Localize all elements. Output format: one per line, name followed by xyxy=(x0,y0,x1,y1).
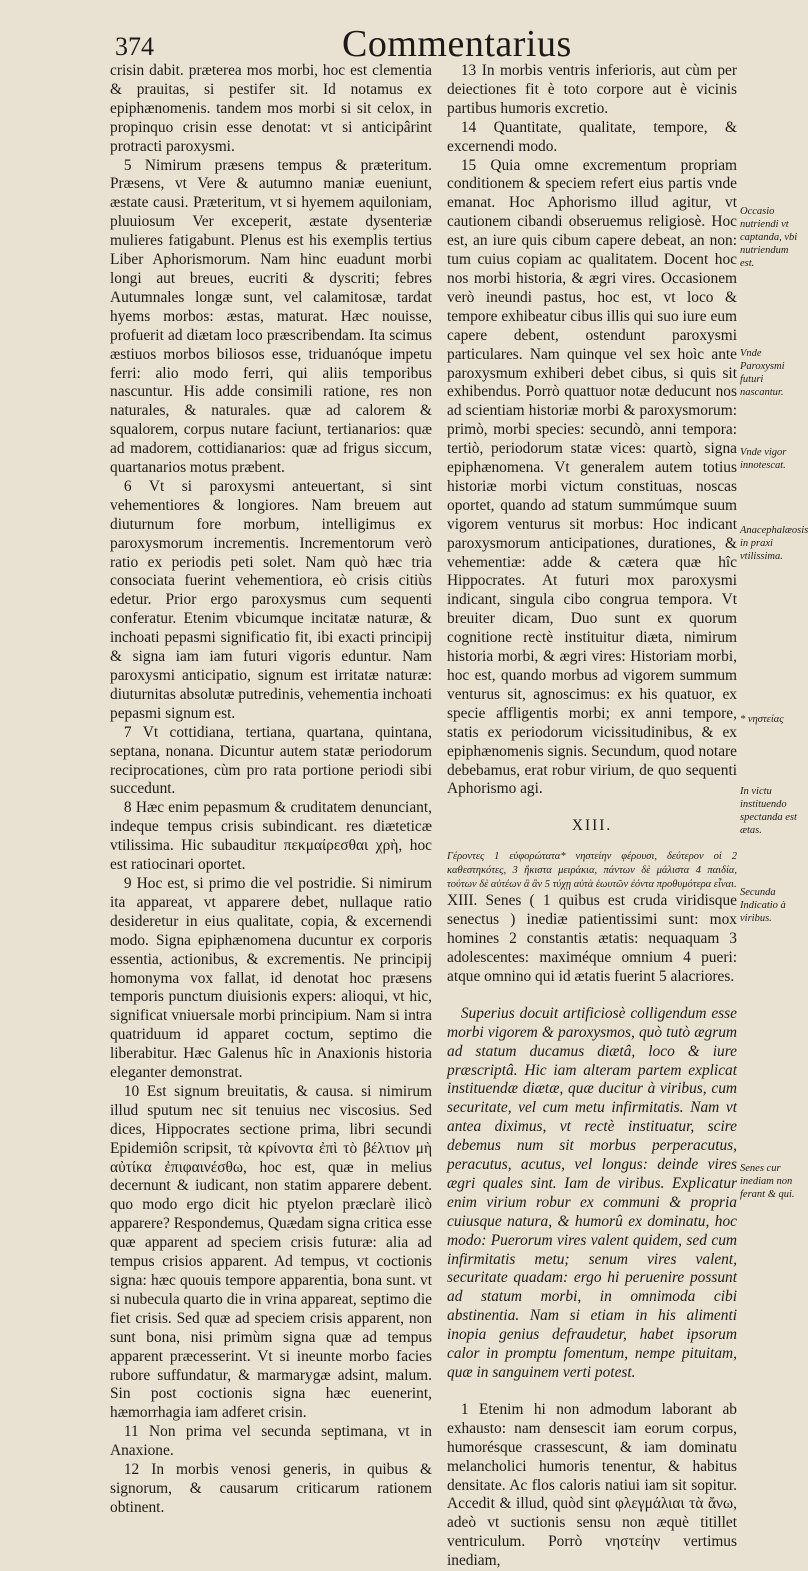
left-paragraph: crisin dabit. præterea mos morbi, hoc est clementia & prauitas, si pestifer sit. Id notamus ex epiphænomenis. tandem mos morbi si sit celox, in propinquo crisin esse denotat: vt si anticipârint protracti paroxysmi. xyxy=(110,62,432,155)
left-paragraph: 10 Est signum breuitatis, & causa. si nimirum illud sputum nec sit tenuius nec viscosius. Sed dices, Hippocrates sectione prima, libri secundi Epidemiôn scripsit, τὰ κρίνοντα ἐπὶ τὸ βέλτιον μὴ αὐτίκα ἐπιφαινέσθω, hoc est, quæ in melius decernunt & iudicant, non statim apparere debent. quo modo ergo dicit hic ptyelon præclarè ilicò apparere? Respondemus, Quædam signa critica esse quæ apparent ad speciem crisis futuræ: alia ad tempus crisios apparent. Ad tempus, vt coctionis signa: hæc quouis tempore apparentia, bona sunt. vt si nubecula quarto die in vrina appareat, septimo die fiet crisis. Sed quæ ad speciem crisis apparent, non sunt bona, nisi primùm signa quæ ad tempus apparent præcesserint. Vt si ineunte morbo facies rubore suffundatur, & marmarygæ adsint, malum. Sin post coctionis signa hæc euenerint, hæmorrhagia iam adferet crisin. xyxy=(110,1082,432,1422)
margin-note: Secunda Indicatio à viribus. xyxy=(740,887,786,924)
right-column xyxy=(447,62,737,1571)
margin-note: Senes cur inediam non ferant & qui. xyxy=(740,1163,795,1200)
right-paragraph: 1 Etenim hi non admodum laborant ab exhausto: nam densescit iam eorum corpus, humorésque crassescunt, & iam dominatu melancholici humoris tenentur, & habitus densitate. Ac flos caloris natiui iam sit sopitur. Accedit & illud, quòd sint φλεγμάλιαι τὰ ἄνω, adeò vt suctionis sensu non æquè titillet ventriculum. Porrò νηστείην vertimus inediam, xyxy=(447,1400,737,1570)
page-number: 374 xyxy=(115,32,154,61)
margin-note: In victu instituendo spectanda est ætas. xyxy=(740,786,797,836)
left-paragraph: 11 Non prima vel secunda septimana, vt in Anaxione. xyxy=(110,1423,432,1460)
margin-note: Vnde vigor innotescat. xyxy=(740,447,787,471)
left-paragraph: 8 Hæc enim pepasmum & cruditatem denunciant, indeque tempus crisis subindicant. res diæteticæ vtilissima. Hic subauditur πεκμαίρεσθαι χρὴ, hoc est ratiocinari oportet. xyxy=(110,799,432,874)
section-heading: XIII. xyxy=(571,817,613,835)
left-paragraph: 7 Vt cottidiana, tertiana, quartana, quintana, septana, nonana. Dicuntur autem statæ periodorum reciprocationes, cùm pro rata portione periodi sibi succedunt. xyxy=(110,723,432,798)
italic-commentary: Superius docuit artificiosè colligendum esse morbi vigorem & paroxysmos, quò tutò ægrum ad statum ducamus diætâ, loco & iure præscriptâ. Hic iam alteram partem explicat instituendæ diætæ, quæ ducitur à viribus, cum securitate, vel cum metu infirmitatis. Nam vt antea diximus, vt rectè instituatur, scire debemus num sit morbus perperacutus, peracutus, acutus, vel longus: deinde vires ægri quales sint. Iam de viribus. Explicatur enim virium robur ex communi & propria cuiusque natura, & humorû ex dominatu, hoc modo: Puerorum vires valent quidem, sed cum infirmitatis metu; senum vires valent, securitate quadam: ergo hi peruenire possunt ad statum morbi, in omnimoda cibi abstinentia. Nam si etiam in his alimenti inopia genius defraudetur, habet ipsorum calor in promptu fomentum, nempe pituitam, quæ in sanguinem verti potest. xyxy=(447,1004,737,1381)
left-paragraph: 12 In morbis venosi generis, in quibus & signorum, & causarum criticarum rationem obtinent. xyxy=(110,1461,432,1516)
margin-note: Occasio nutriendi vt captanda, vbi nutriendum est. xyxy=(740,206,798,269)
greek-aphorism: Γέροντες 1 εὐφορώτατα* νηστείην φέρουσι, δεύτερον οἱ 2 καθεστηκότες, 3 ἥκιστα μειράκια, πάντων δὲ μάλιστα 4 παιδία, τούτων δὲ αὐτέων ἃ ἂν 5 τύχῃ αὐτὰ ἑωυτῶν ἐόντα προθυμότερα εἶναι. xyxy=(447,851,737,891)
left-paragraph: 6 Vt si paroxysmi anteuertant, si sint vehementiores & longiores. Nam breuem aut diuturnum fore morbum, intelligimus ex paroxysmorum incrementis. Incrementorum verò ratio ex periodis peti solet. Nam quò hæc tria consociata fuerint vehementiora, eò crisis citiùs edetur. Prior ergo paroxysmus cum sequenti conferatur. Etenim vbicumque incitatæ naturæ, & inchoati pepasmi significatio fit, ibi exacti principij & signa iam iam futuri vigoris eduntur. Nam paroxysmi anticipatio, signum est irritatæ naturæ: diuturnitas absolutæ putredinis, vehementia inchoati pepasmi signum est. xyxy=(110,477,432,722)
latin-translation: XIII. Senes ( 1 quibus est cruda viridisque senectus ) inediæ patientissimi sunt: mox homines 2 constantis ætatis: nequaquam 3 adolescentes: maximéque omnium 4 pueri: atque omnino qui id ætatis fuerint 5 alacriores. xyxy=(447,892,737,985)
margin-note: Vnde Paroxysmi futuri nascantur. xyxy=(740,348,785,398)
right-paragraph: 14 Quantitate, qualitate, tempore, & excernendi modo. xyxy=(447,118,737,155)
left-column xyxy=(110,62,432,1518)
right-paragraph: 13 In morbis ventris inferioris, aut cùm per deiectiones fit è toto corpore aut è vicinis partibus humoris excretio. xyxy=(447,62,737,117)
left-paragraph: 9 Hoc est, si primo die vel postridie. Si nimirum ita appareat, vt apparere debet, nullaque ratio desideretur in eius qualitate, copia, & excernendi modo. Signa epiphænomena ducuntur ex corporis essentia, actionibus, & excrementis. Ne principij homonyma vox fallat, id denotat hoc præsens temporis punctum diuisionis expers: alioqui, vt hic, significat vniuersale morbi principium. Nam si intra quatriduum id apparet coctum, septimo die liberabitur. Hæc Galenus hîc in Anaxionis historia eleganter demonstrat. xyxy=(110,874,432,1082)
margin-note: Anacephalæosis in praxi vtilissima. xyxy=(740,525,808,562)
margin-note: * νηστείας xyxy=(740,714,784,725)
left-paragraph: 5 Nimirum præsens tempus & præteritum. Præsens, vt Vere & autumno maniæ eueniunt, æstate causi. Præteritum, vt si hyemem aquiloniam, pluuiosum Ver exceperit, æstate dysenteriæ mulieres fatigabunt. Plenus est his exemplis tertius Liber Aphorismorum. Nam hinc euadunt morbi longi aut breues, eucriti & dyscriti; febres Autumnales longæ sunt, vel calamitosæ, tardat hyems morbos: æstas, maturat. Hæc nouisse, profuerit ad diætam loco præscribendam. Ita scimus æstiuos morbos biliosos esse, triduanóque impetu ferri: alio modo ferri, qui aliis temporibus nascuntur. His adde consimili ratione, res non naturales, & naturales. quæ ad calorem & squalorem, corpus nutare faciunt, tertianarios: quæ ad madorem, cottidianarios: quæ ad frigus siccum, quartanarios motus præbent. xyxy=(110,156,432,477)
right-paragraph: 15 Quia omne excrementum propriam conditionem & speciem refert eius partis vnde emanat. Hoc Aphorismo illud agitur, vt cautionem cibandi obseruemus religiosè. Hoc est, an iure quis cibum capere debeat, an non: tum cuius copiam ac qualitatem. Docent hoc nos morbi historia, & ægri vires. Occasionem verò ineundi pastus, hoc est, vt loco & tempore exhibeatur cibus illis qui suo iure eum capere debent, ostendunt paroxysmi particulares. Nam quinque vel sex hoìc ante paroxysmum exhiberi debet cibus, si quis sit exhibendus. Porrò quattuor notæ deducunt nos ad scientiam historiæ morbi & paroxysmorum: primò, morbi species: secundò, anni tempora: tertiò, periodorum statæ vices: quartò, signa epiphænomena. Vt generalem autem totius historiæ morbi victum constituas, noscas oportet, quando ad statum summúmque suum vigorem venturus sit morbus: Hoc indicant paroxysmorum anticipationes, durationes, & vehementiæ: adde & cætera quæ hîc Hippocrates. At futuri mox paroxysmi indicant, singula cibo congrua tempora. Vt breuiter dicam, Duo sunt ex quorum cognitione rectè instituitur diæta, nimirum historia morbi, & ægri vires: Historiam morbi, hoc est, quando morbus ad vigorem summum venturus sit, agnoscimus: ex his quatuor, ex specie affligentis morbi; ex anni tempore, statis ex periodorum vicissitudinibus, & ex epiphænomenis signis. Secundum, quod notare debebamus, erat robur virium, de quo sequenti Aphorismo agi. xyxy=(447,156,737,798)
running-title: Commentarius xyxy=(342,23,572,65)
